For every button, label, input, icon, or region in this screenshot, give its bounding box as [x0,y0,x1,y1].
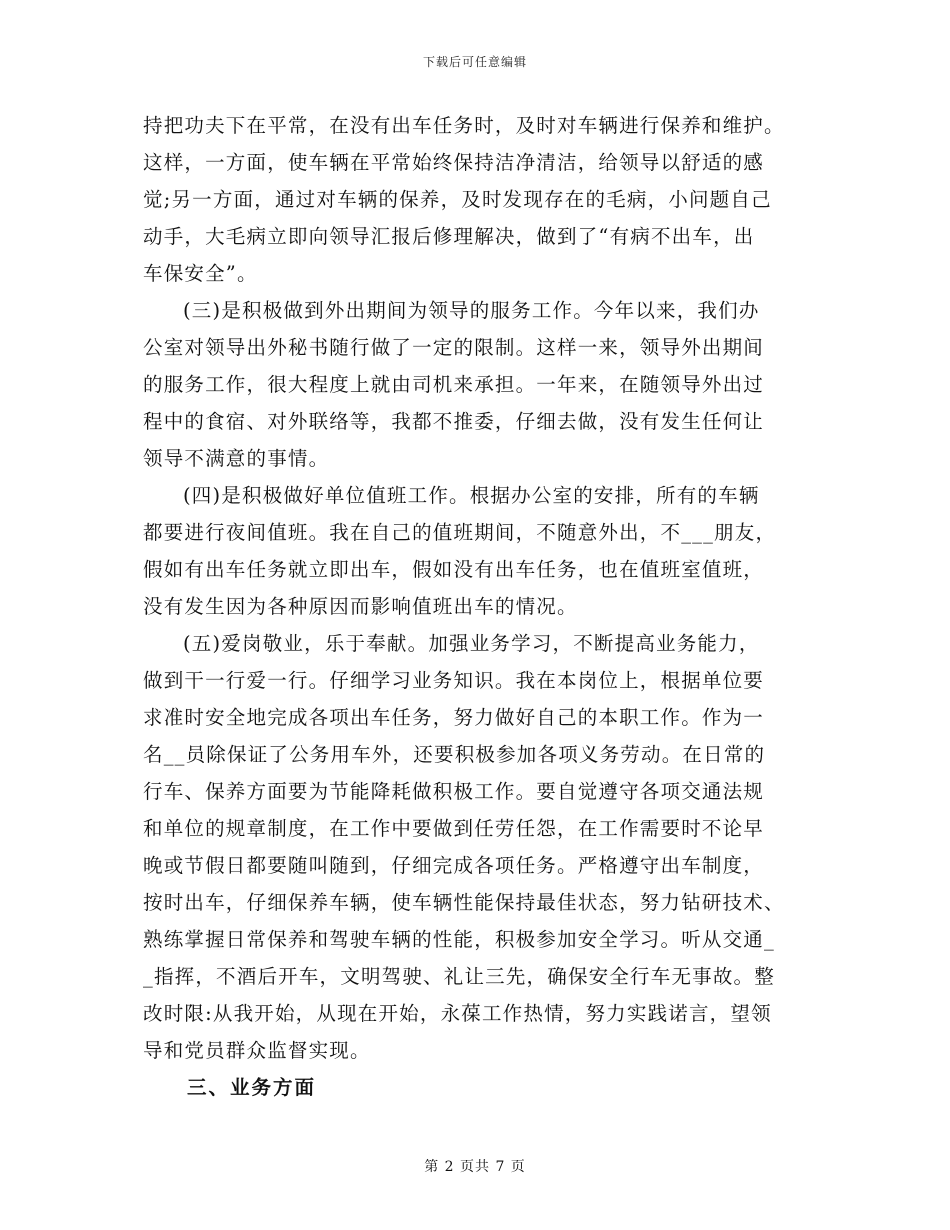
body-line: (三)是积极做到外出期间为领导的服务工作。今年以来，我们办 [183,299,760,322]
body-line: 车保安全”。 [143,262,258,285]
body-line: 熟练掌握日常保养和驾驶车辆的性能，积极参加安全学习。听从交通_ [143,928,775,951]
section-heading: 三、业务方面 [187,1076,317,1099]
body-line: 名__员除保证了公务用车外，还要积极参加各项义务劳动。在日常的 [143,743,766,766]
body-line: (五)爱岗敬业，乐于奉献。加强业务学习，不断提高业务能力， [183,632,760,655]
body-line: 没有发生因为各种原因而影响值班出车的情况。 [143,595,578,618]
body-line: 假如有出车任务就立即出车，假如没有出车任务，也在值班室值班， [143,558,765,581]
body-line: 的服务工作，很大程度上就由司机来承担。一年来，在随领导外出过 [143,373,765,396]
body-line: 都要进行夜间值班。我在自己的值班期间，不随意外出，不___朋友， [143,521,777,544]
body-line: 和单位的规章制度，在工作中要做到任劳任怨，在工作需要时不论早 [143,817,765,840]
body-line: 按时出车，仔细保养车辆，使车辆性能保持最佳状态，努力钻研技术、 [143,891,785,914]
body-line: 行车、保养方面要为节能降耗做积极工作。要自觉遵守各项交通法规 [143,780,765,803]
body-line: 公室对领导出外秘书随行做了一定的限制。这样一来，领导外出期间 [143,336,765,359]
body-line: (四)是积极做好单位值班工作。根据办公室的安排，所有的车辆 [183,484,760,507]
body-line: 改时限:从我开始，从现在开始，永葆工作热情，努力实践诺言，望领 [143,1002,772,1025]
page-footer: 第 2 页共 7 页 [424,1159,526,1175]
body-line: 导和党员群众监督实现。 [143,1039,371,1062]
body-line: 程中的食宿、对外联络等，我都不推委，仔细去做，没有发生任何让 [143,410,765,433]
body-line: _指挥，不酒后开车，文明驾驶、礼让三先，确保安全行车无事故。整 [143,965,775,988]
body-line: 领导不满意的事情。 [143,447,330,470]
page-header: 下载后可任意编辑 [422,55,527,69]
body-line: 觉;另一方面，通过对车辆的保养，及时发现存在的毛病，小问题自己 [143,188,772,211]
body-line: 这样，一方面，使车辆在平常始终保持洁净清洁，给领导以舒适的感 [143,151,765,174]
body-line: 动手，大毛病立即向领导汇报后修理解决，做到了“有病不出车，出 [143,225,755,248]
body-line: 持把功夫下在平常，在没有出车任务时，及时对车辆进行保养和维护。 [143,114,785,137]
body-line: 求准时安全地完成各项出车任务，努力做好自己的本职工作。作为一 [143,706,765,729]
body-line: 晚或节假日都要随叫随到，仔细完成各项任务。严格遵守出车制度， [143,854,765,877]
body-line: 做到干一行爱一行。仔细学习业务知识。我在本岗位上，根据单位要 [143,669,765,692]
